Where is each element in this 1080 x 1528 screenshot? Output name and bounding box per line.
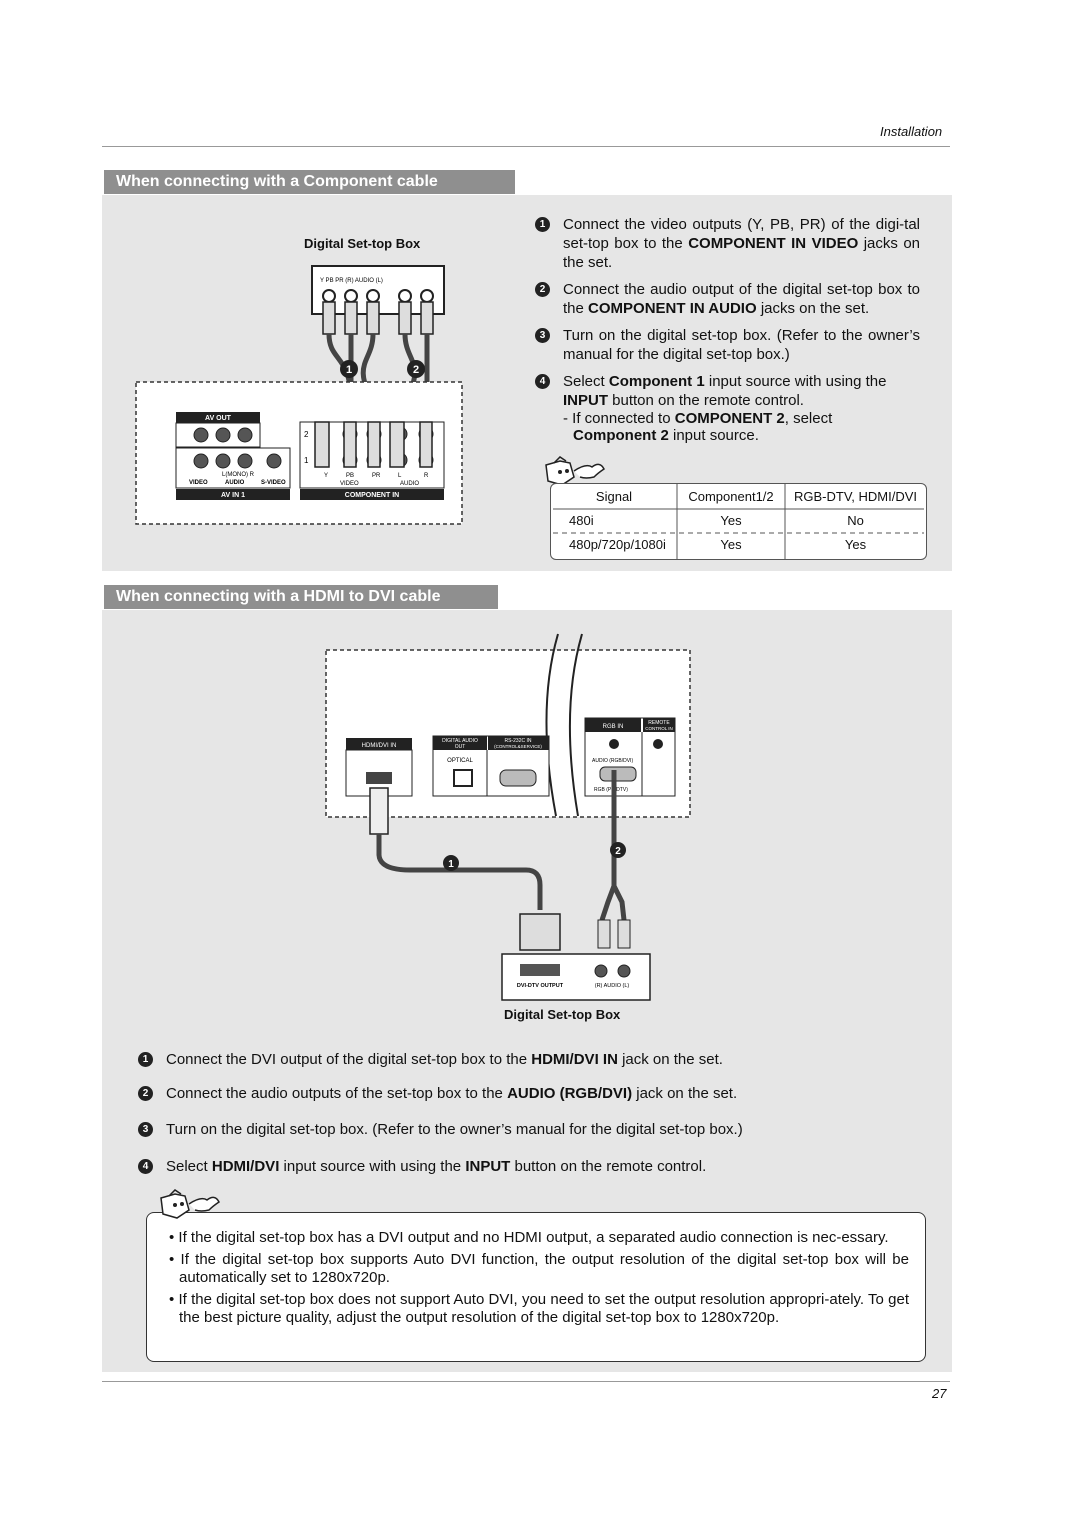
av-in1-label: AV IN 1 <box>221 492 245 499</box>
dvi-out-label: DVI-DTV OUTPUT <box>516 983 564 989</box>
step-text: Turn on the digital set-top box. (Refer to the owner’s manual for the digital set-top box.) <box>166 1121 743 1138</box>
step-text-line2: button on the remote control. <box>608 392 804 409</box>
audio-mono-label: L(MONO) R <box>222 472 254 478</box>
bottom-rule <box>102 1381 950 1382</box>
component-step-1 <box>535 215 920 272</box>
section-header: Installation <box>880 124 943 139</box>
step-bold: COMPONENT IN VIDEO <box>688 235 859 252</box>
note-character-icon <box>155 1188 225 1222</box>
r-label: R <box>424 473 429 479</box>
step-text-end: button on the remote control. <box>510 1158 707 1175</box>
sub2-bold: Component 2 <box>573 427 669 444</box>
step-text: Connect the audio output of the digital set-top box to the <box>563 281 920 317</box>
component-step-4 <box>535 372 920 444</box>
control-in-label: CONTROL IN <box>645 726 673 731</box>
pr-label: PR <box>372 473 381 479</box>
table-header-signal: Signal <box>595 489 633 504</box>
hdmi-diagram-label: Digital Set-top Box <box>504 1007 621 1022</box>
row1-label: 1 <box>304 456 309 465</box>
step-number: 1 <box>138 1052 153 1067</box>
step-text-end: jack on the set. <box>617 1051 723 1068</box>
top-rule <box>102 146 950 147</box>
component-connection-diagram <box>130 262 470 530</box>
callout-2: 2 <box>412 364 420 376</box>
hdmi-connection-diagram <box>320 630 700 1005</box>
step-bold: HDMI/DVI IN <box>531 1051 618 1068</box>
remote-label: REMOTE <box>648 720 670 726</box>
step-text: Select <box>166 1158 212 1175</box>
audio-jack-label: AUDIO <box>225 480 245 486</box>
step-number: 1 <box>535 217 550 232</box>
sub2-text: input source. <box>668 427 759 444</box>
hdmi-step-2 <box>138 1084 928 1103</box>
step-bold: Component 1 <box>608 373 705 390</box>
hdmi-in-label: HDMI/DVI IN <box>361 743 397 749</box>
step-text: Turn on the digital set-top box. (Refer to the owner’s manual for the digital set-top box.) <box>563 327 920 363</box>
page-number: 27 <box>932 1386 947 1401</box>
table-cell: 480i <box>569 513 594 528</box>
audio-out-label: (R) AUDIO (L) <box>594 983 630 989</box>
step-number: 2 <box>138 1086 153 1101</box>
sub-text-mid: , select <box>784 410 833 427</box>
row2-label: 2 <box>304 430 309 439</box>
step-text-end: jacks on the set. <box>756 300 870 317</box>
l-label: L <box>398 473 402 479</box>
step-number: 3 <box>535 328 550 343</box>
table-cell: Yes <box>844 537 867 552</box>
component-step-2 <box>535 280 920 318</box>
note-item: • If the digital set-top box does not support Auto DVI, you need to set the output resolution appropri-ately. To get the best picture quality, adjust the output resolution of the digital set-top box to 1280x720p. <box>169 1291 909 1326</box>
step-number: 4 <box>535 374 550 389</box>
hdmi-step-4 <box>138 1157 928 1176</box>
digital-audio-label: DIGITAL AUDIO <box>442 738 478 744</box>
input-bold: INPUT <box>563 392 608 409</box>
hdmi-section-title: When connecting with a HDMI to DVI cable <box>104 585 498 609</box>
hdmi-step-1 <box>138 1050 928 1069</box>
component-step-3 <box>535 326 920 364</box>
component-section-title: When connecting with a Component cable <box>104 170 515 194</box>
table-cell: No <box>847 513 864 528</box>
signal-table <box>550 483 927 560</box>
rgb-pc-label: RGB (PC/DTV) <box>594 787 628 793</box>
av-out-label: AV OUT <box>205 415 231 422</box>
step-number: 4 <box>138 1159 153 1174</box>
hdmi-callout-1: 1 <box>448 859 454 870</box>
out-label: OUT <box>454 744 466 750</box>
optical-label: OPTICAL <box>447 758 473 764</box>
step-text: Select <box>563 373 609 390</box>
step-text: Connect the DVI output of the digital set-top box to the <box>166 1051 532 1068</box>
audio2-label: AUDIO <box>400 481 420 487</box>
sub-bold: COMPONENT 2 <box>674 410 785 427</box>
step-number: 2 <box>535 282 550 297</box>
table-header-component: Component1/2 <box>688 489 774 504</box>
step-text-end: jacks on the set. <box>563 235 921 271</box>
step-text-mid: input source with using the <box>279 1158 466 1175</box>
step-text-end: input source with using the <box>704 373 887 390</box>
step-bold: AUDIO (RGB/DVI) <box>507 1085 633 1102</box>
note-item: • If the digital set-top box supports Auto DVI function, the output resolution of the digital set-top box will be automatically set to 1280x720p. <box>169 1251 909 1286</box>
table-cell: 480p/720p/1080i <box>569 537 666 552</box>
audio-rgb-label: AUDIO (RGB/DVI) <box>592 758 634 764</box>
sub-text: - If connected to <box>563 410 675 427</box>
component-diagram-label: Digital Set-top Box <box>304 236 421 251</box>
step-text-end: jack on the set. <box>632 1085 738 1102</box>
video-jack-label: VIDEO <box>189 480 208 486</box>
step-number: 3 <box>138 1122 153 1137</box>
video2-label: VIDEO <box>340 481 359 487</box>
control-label: (CONTROL&SERVICE) <box>494 744 542 749</box>
table-cell: Yes <box>720 537 742 552</box>
component-in-label: COMPONENT IN <box>344 492 400 499</box>
step-text: Connect the audio outputs of the set-top box to the <box>166 1085 508 1102</box>
rs232-label: RS-232C IN <box>504 738 532 744</box>
svideo-jack-label: S-VIDEO <box>261 480 286 486</box>
hdmi-callout-2: 2 <box>615 846 621 857</box>
table-cell: Yes <box>720 513 742 528</box>
note-box <box>146 1212 926 1362</box>
y-label: Y <box>324 473 329 479</box>
rgb-in-label: RGB IN <box>602 724 624 730</box>
step-text: Connect the video outputs (Y, PB, PR) of the digi-tal set-top box to the <box>563 216 920 252</box>
step-bold: COMPONENT IN AUDIO <box>588 300 757 317</box>
hdmi-step-3 <box>138 1120 928 1139</box>
callout-1: 1 <box>345 364 353 376</box>
pb-label: PB <box>346 473 355 479</box>
step-bold-2: INPUT <box>465 1158 511 1175</box>
step-bold: HDMI/DVI <box>211 1158 280 1175</box>
box-jack-labels: Y PB PR (R) AUDIO (L) <box>320 278 383 284</box>
note-item: • If the digital set-top box has a DVI output and no HDMI output, a separated audio connection is nec-essary. <box>169 1229 889 1246</box>
table-header-rgb: RGB-DTV, HDMI/DVI <box>793 489 918 504</box>
